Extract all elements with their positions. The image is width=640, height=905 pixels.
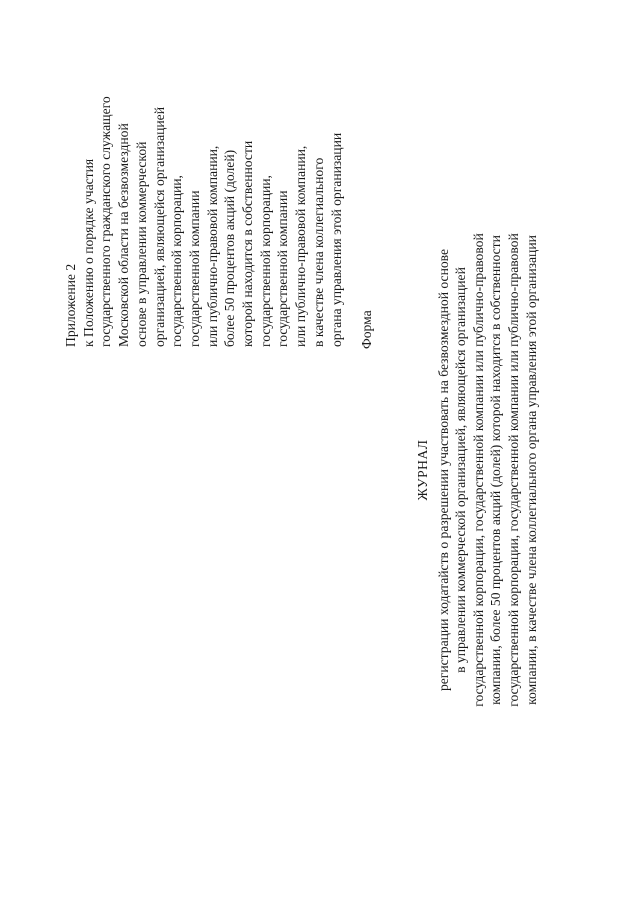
appendix-line: более 50 процентов акций (долей) xyxy=(222,149,238,347)
journal-title: ЖУРНАЛ xyxy=(415,439,430,501)
journal-subtitle-line: компании, в качестве члена коллегиального органа управления этой организации xyxy=(523,235,539,705)
appendix-line: в качестве члена коллегиального xyxy=(310,157,326,347)
appendix-line: государственной компании xyxy=(186,190,202,347)
appendix-line: основе в управлении коммерческой xyxy=(133,141,149,347)
form-label: Форма xyxy=(359,310,374,349)
journal-title-block xyxy=(414,230,540,710)
appendix-line: к Положению о порядке участия xyxy=(80,158,96,347)
appendix-line: органа управления этой организации xyxy=(328,132,344,347)
appendix-line: государственного гражданского служащего xyxy=(98,96,114,347)
appendix-line: Приложение 2 xyxy=(63,263,78,347)
appendix-line: организацией, являющейся организацией xyxy=(151,107,167,347)
appendix-line: которой находится в собственности xyxy=(240,140,256,347)
appendix-header xyxy=(62,47,345,347)
journal-subtitle-line: государственной корпорации, государственной компании или публично-правовой xyxy=(505,233,521,707)
journal-subtitle-line: регистрации ходатайств о разрешении участвовать на безвозмездной основе xyxy=(435,248,451,692)
appendix-line: государственной компании xyxy=(275,190,291,347)
appendix-line: государственной корпорации, xyxy=(169,175,185,347)
journal-subtitle-line: государственной корпорации, государственной компании или публично-правовой xyxy=(470,233,486,707)
appendix-line: Московской области на безвозмездной xyxy=(116,123,132,347)
journal-subtitle-line: компании, более 50 процентов акций (долей) которой находится в собственности xyxy=(488,235,504,705)
appendix-line: государственной корпорации, xyxy=(257,175,273,347)
appendix-line: или публично-правовой компании, xyxy=(293,145,309,347)
journal-subtitle-line: в управлении коммерческой организацией, являющейся организацией xyxy=(453,267,469,673)
appendix-line: или публично-правовой компании, xyxy=(204,145,220,347)
